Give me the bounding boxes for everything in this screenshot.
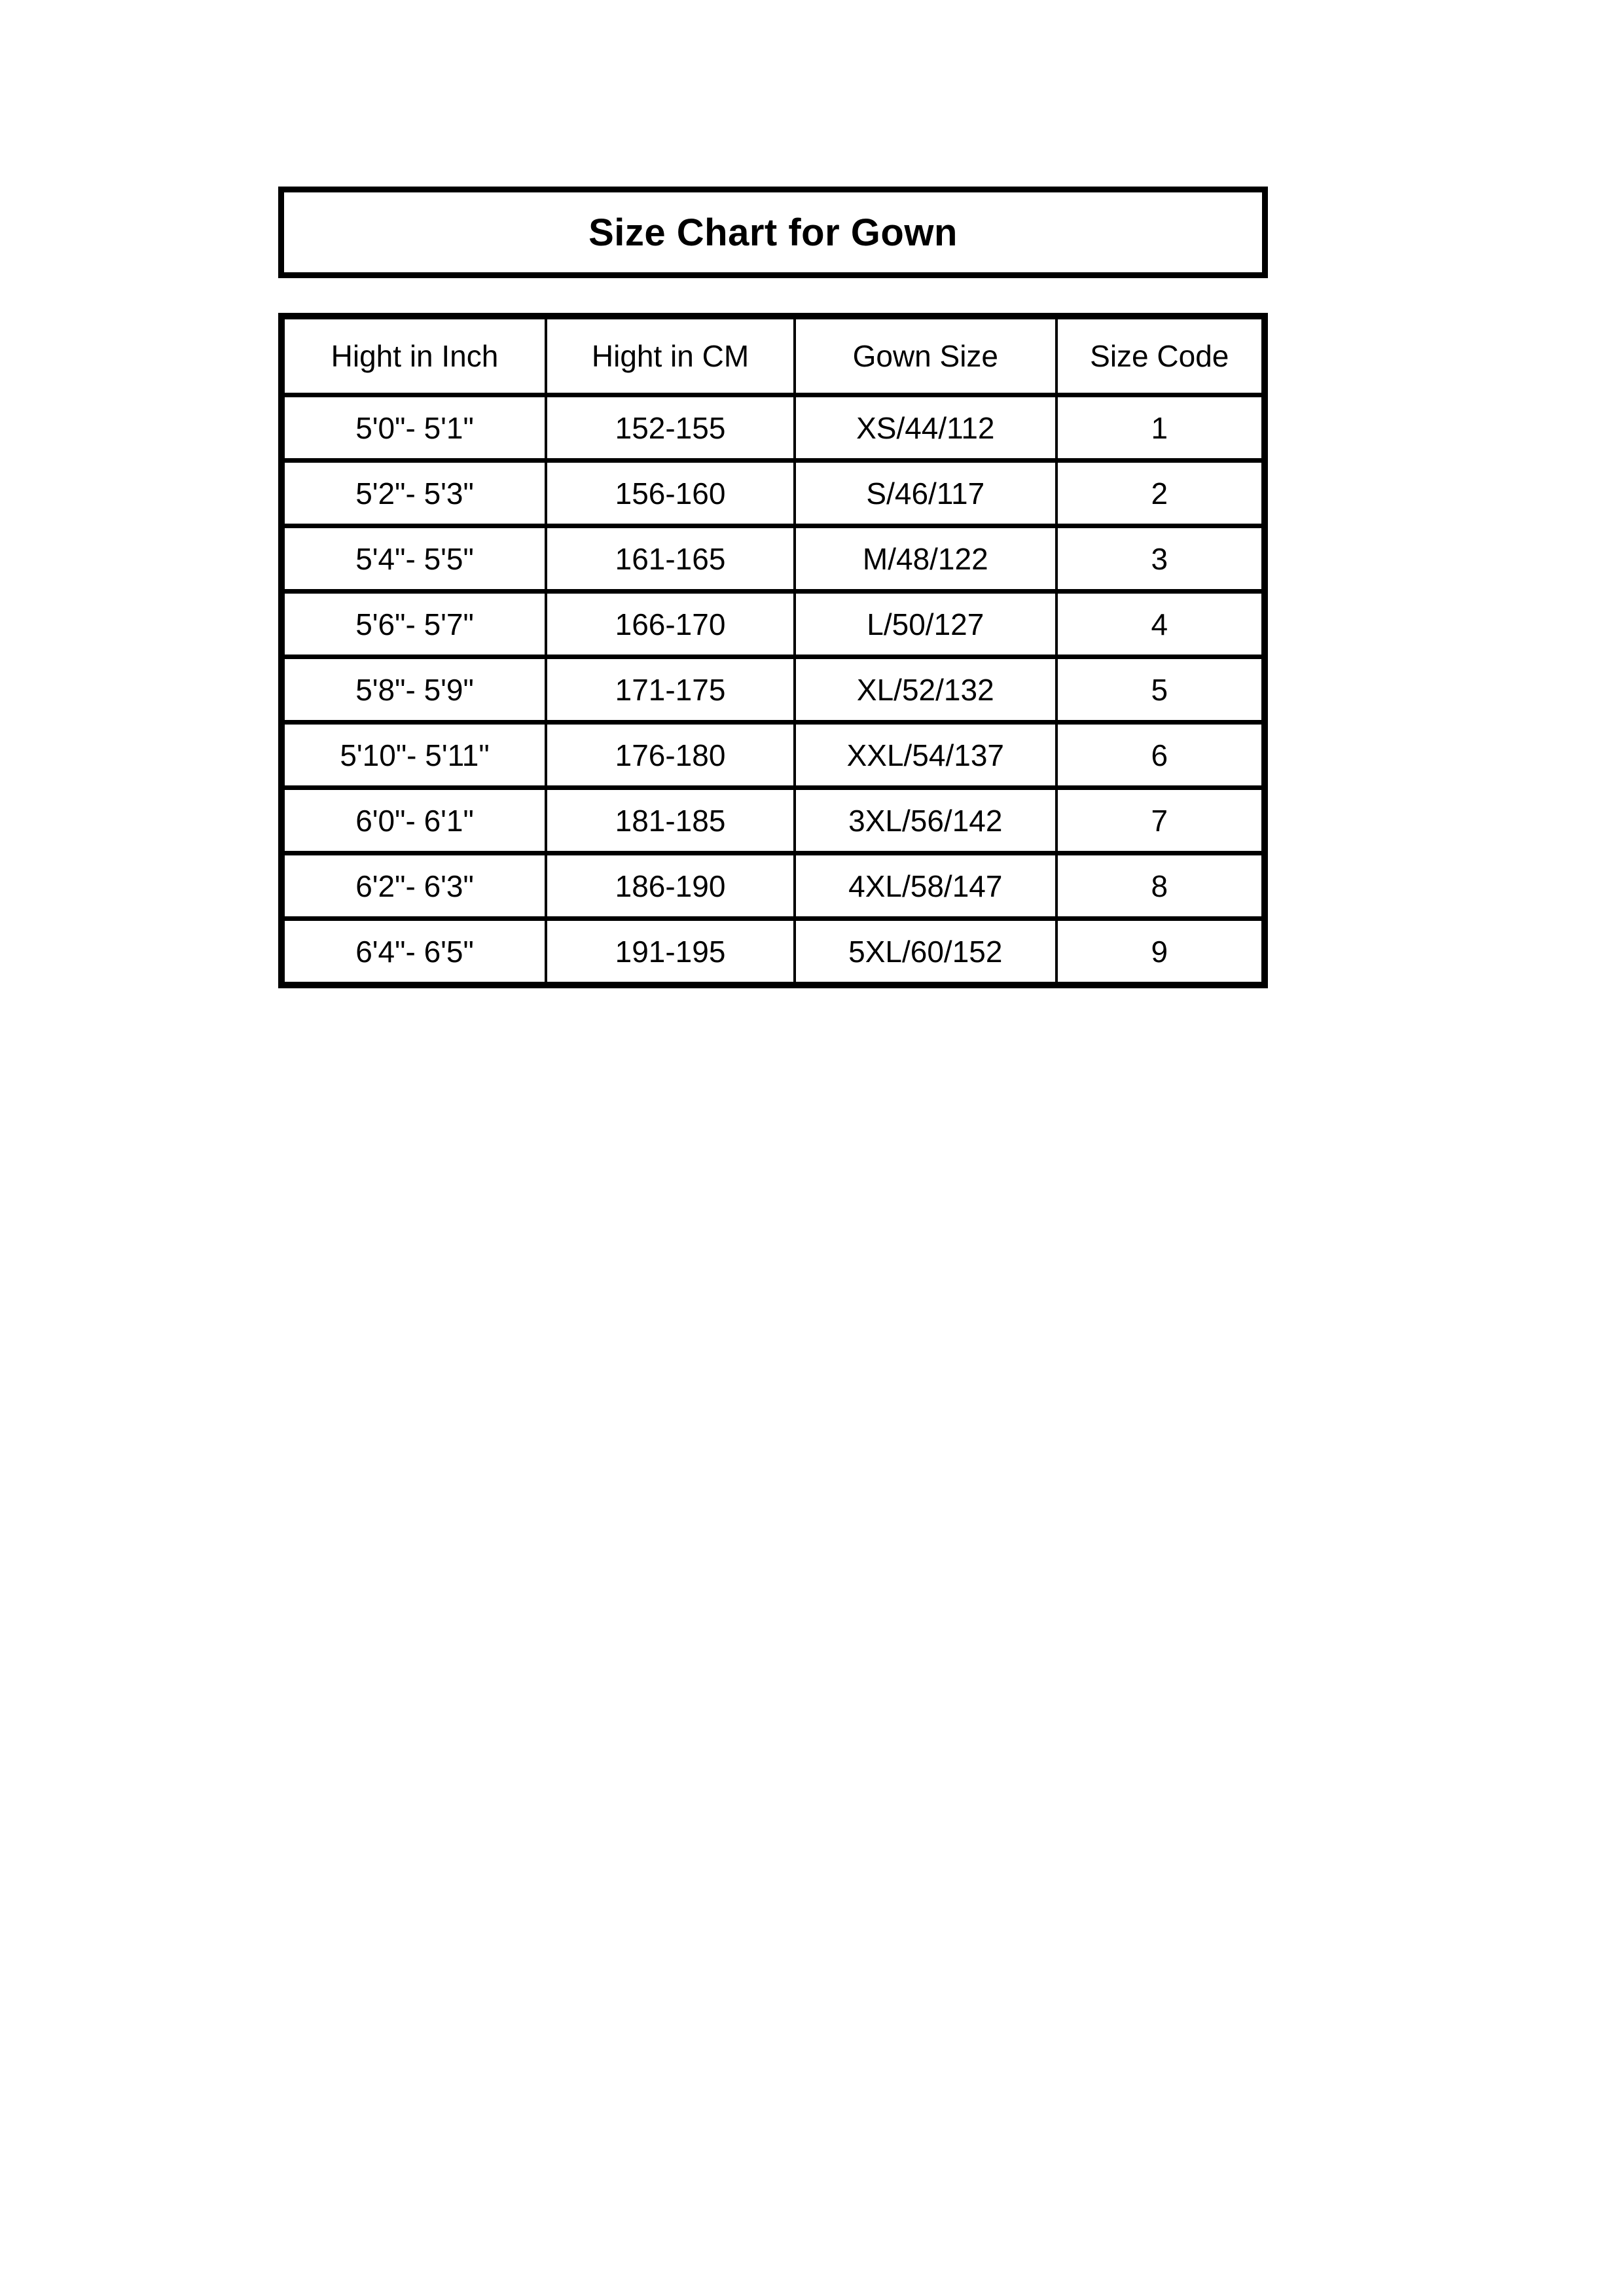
table-cell: L/50/127 — [795, 592, 1056, 657]
table-cell: 161-165 — [546, 526, 795, 592]
table-cell: 3 — [1056, 526, 1265, 592]
size-chart-table — [278, 313, 1268, 988]
table-cell: 4XL/58/147 — [795, 853, 1056, 919]
header-height-inch: Hight in Inch — [281, 316, 546, 395]
table-cell: 3XL/56/142 — [795, 788, 1056, 853]
table-cell: 5XL/60/152 — [795, 919, 1056, 986]
table-cell: 8 — [1056, 853, 1265, 919]
table-cell: 171-175 — [546, 657, 795, 723]
table-cell: 6'0"- 6'1" — [281, 788, 546, 853]
table-body — [281, 395, 1265, 986]
table-cell: 5'10"- 5'11" — [281, 723, 546, 788]
table-cell: XXL/54/137 — [795, 723, 1056, 788]
table-cell: 4 — [1056, 592, 1265, 657]
table-cell: 191-195 — [546, 919, 795, 986]
table-cell: 152-155 — [546, 395, 795, 461]
table-cell: 1 — [1056, 395, 1265, 461]
table-cell: 5'2"- 5'3" — [281, 461, 546, 526]
table-cell: 5'8"- 5'9" — [281, 657, 546, 723]
table-cell: 6'4"- 6'5" — [281, 919, 546, 986]
table-row — [281, 788, 1265, 853]
table-row — [281, 461, 1265, 526]
page-title: Size Chart for Gown — [588, 211, 958, 254]
table-row — [281, 723, 1265, 788]
table-row — [281, 657, 1265, 723]
table-row — [281, 526, 1265, 592]
table-cell: 5 — [1056, 657, 1265, 723]
table-cell: 181-185 — [546, 788, 795, 853]
table-row — [281, 592, 1265, 657]
table-cell: 166-170 — [546, 592, 795, 657]
table-cell: 5'6"- 5'7" — [281, 592, 546, 657]
table-cell: M/48/122 — [795, 526, 1056, 592]
table-cell: 7 — [1056, 788, 1265, 853]
table-row — [281, 395, 1265, 461]
table-cell: S/46/117 — [795, 461, 1056, 526]
table-cell: 156-160 — [546, 461, 795, 526]
table-row — [281, 853, 1265, 919]
table-cell: 2 — [1056, 461, 1265, 526]
header-row — [281, 316, 1265, 395]
table-cell: 5'0"- 5'1" — [281, 395, 546, 461]
table-cell: XL/52/132 — [795, 657, 1056, 723]
table-cell: 9 — [1056, 919, 1265, 986]
header-gown-size: Gown Size — [795, 316, 1056, 395]
table-cell: 6'2"- 6'3" — [281, 853, 546, 919]
table-cell: 186-190 — [546, 853, 795, 919]
header-size-code: Size Code — [1056, 316, 1265, 395]
header-height-cm: Hight in CM — [546, 316, 795, 395]
table-cell: 176-180 — [546, 723, 795, 788]
table-row — [281, 919, 1265, 986]
table-cell: 5'4"- 5'5" — [281, 526, 546, 592]
table-cell: XS/44/112 — [795, 395, 1056, 461]
table-cell: 6 — [1056, 723, 1265, 788]
title-box — [278, 187, 1268, 278]
